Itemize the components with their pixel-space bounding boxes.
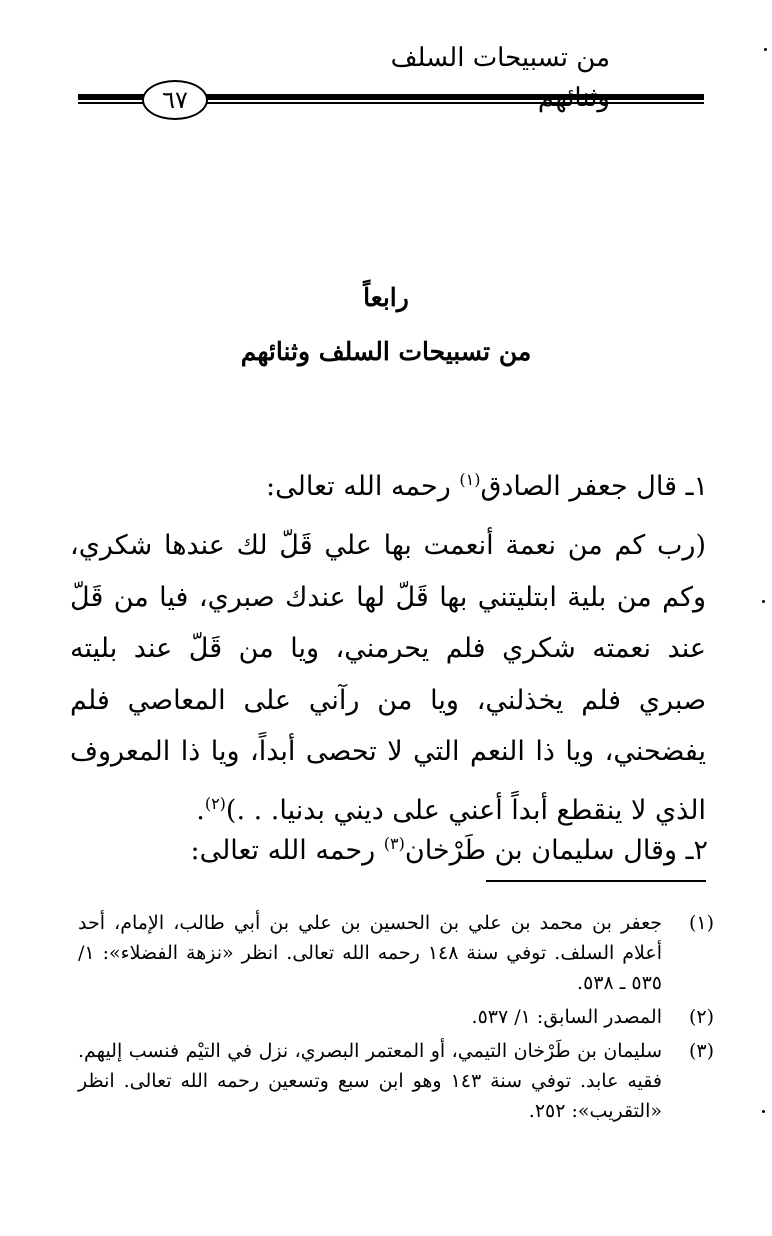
footnote-item [78, 1002, 714, 1032]
entry-2-intro-before: ٢ـ وقال سليمان بن طَرْخان [404, 835, 708, 866]
footnote-ref-1: (١) [459, 470, 481, 489]
footnote-number: (١) [688, 912, 714, 934]
entry-1-intro-after: رحمه الله تعالى: [266, 471, 460, 502]
entry-2-intro-after: رحمه الله تعالى: [190, 835, 384, 866]
footnote-separator [486, 880, 706, 882]
entry-1-intro-before: ١ـ قال جعفر الصادق [480, 471, 708, 502]
footnotes [78, 908, 714, 1130]
margin-speck [762, 600, 765, 603]
footnote-text: المصدر السابق: ١/ ٥٣٧. [471, 1006, 662, 1028]
footnote-item [78, 908, 714, 998]
margin-speck [764, 48, 767, 51]
entry-2-intro [78, 822, 708, 873]
footnote-text: سليمان بن طَرْخان التيمي، أو المعتمر البصري، نزل في التيْم فنسب إليهم. فقيه عابد. توفي سنة ١٤٣ وهو ابن سبع وتسعين رحمه الله تعالى. انظر «التقريب»: ٢٥٢. [78, 1040, 662, 1122]
footnote-item [78, 1036, 714, 1126]
footnote-ref-2: (٢) [204, 793, 226, 813]
footnote-number: (٣) [688, 1040, 714, 1062]
section-label: رابعاً [363, 283, 409, 312]
footnote-number: (٢) [688, 1006, 714, 1028]
footnote-text: جعفر بن محمد بن علي بن الحسين بن علي بن أبي طالب، الإمام، أحد أعلام السلف. توفي سنة ١٤٨ رحمه الله تعالى. انظر «نزهة الفضلاء»: ١/ ٥٣٥ ـ ٥٣٨. [78, 912, 662, 994]
running-header-title: من تسبيحات السلف [390, 43, 610, 73]
margin-speck [762, 1110, 765, 1113]
entry-1-quote: (رب كم من نعمة أنعمت بها علي قَلّ لك عندها شكري، وكم من بلية ابتليتني بها قَلّ لها عندك صبري، فيا من قَلّ عند نعمته شكري فلم يحرمني، ويا من قَلّ عند بليته صبري فلم يخذلني، ويا من رآني على المعاصي فلم يفضحني، ويا ذا النعم التي لا تحصى أبداً، ويا ذا المعروف الذي لا ينقطع أبداً أعني على ديني بدنيا. . .)$^{(٢)}$. [70, 530, 706, 826]
entry-1-intro [78, 458, 708, 509]
entry-1-quote-text: (رب كم من نعمة أنعمت بها علي قَلّ لك عندها شكري، وكم من بلية ابتليتني بها قَلّ لها عندك صبري، فيا من قَلّ عند نعمته شكري فلم يحرمني، ويا من قَلّ عند بليته صبري فلم يخذلني، ويا من رآني على المعاصي فلم يفضحني، ويا ذا النعم التي لا تحصى أبداً، ويا ذا المعروف الذي لا ينقطع أبداً أعني على ديني بدنيا. . .) [70, 530, 706, 826]
section-title: من تسبيحات السلف وثنائهم [240, 337, 532, 366]
footnote-ref-3: (٣) [383, 834, 405, 853]
page-number-badge: ٦٧ [142, 80, 208, 120]
